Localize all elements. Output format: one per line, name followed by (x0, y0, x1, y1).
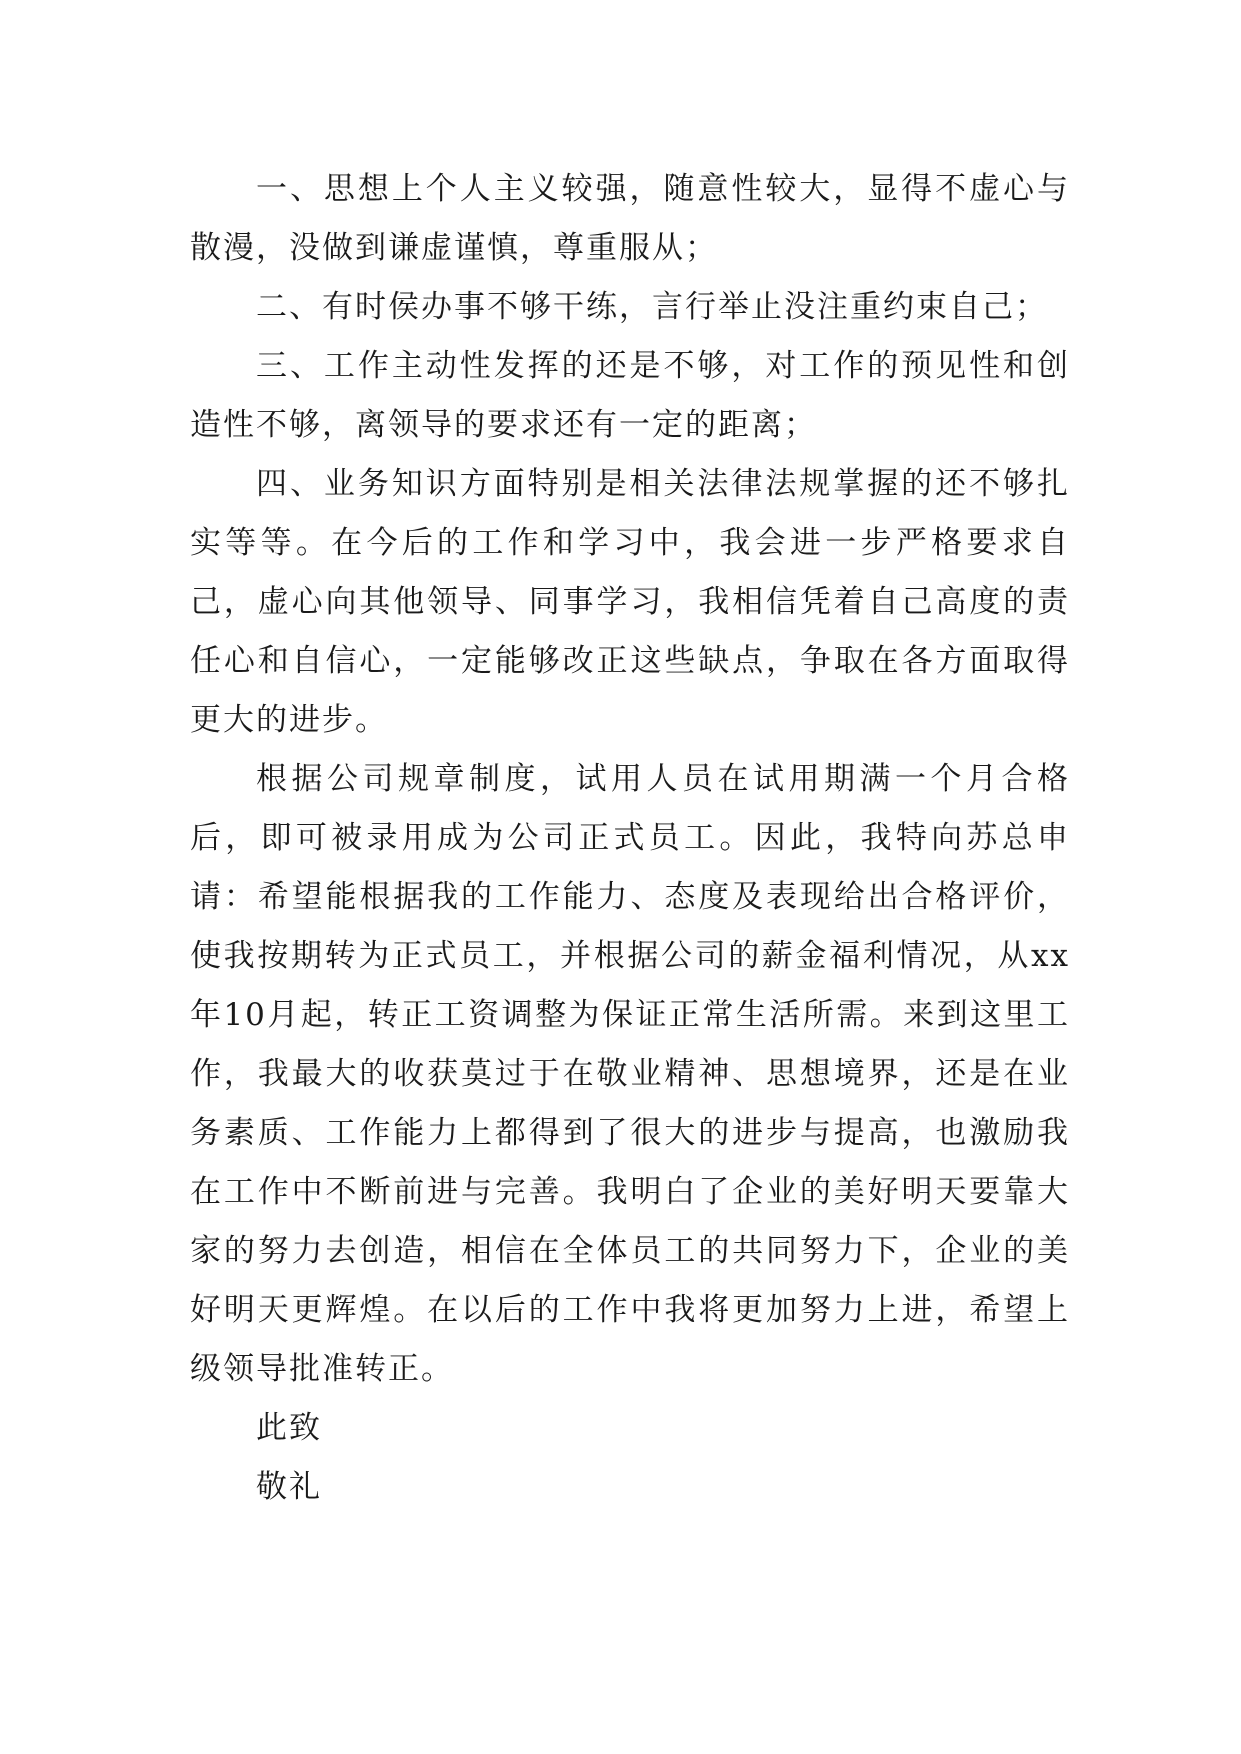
closing-regards: 敬礼 (256, 1469, 322, 1505)
paragraph-shortcoming-4: 四、业务知识方面特别是相关法律法规掌握的还不够扎实等等。在今后的工作和学习中，我会进一步严格要求自己，虚心向其他领导、同事学习，我相信凭着自己高度的责任心和自信心，一定能够改正这些缺点，争取在各方面取得更大的进步。 (190, 466, 1070, 738)
paragraph-shortcoming-3: 三、工作主动性发挥的还是不够，对工作的预见性和创造性不够，离领导的要求还有一定的距离； (190, 348, 1070, 443)
document-body (190, 160, 1070, 1517)
paragraph-shortcoming-2: 二、有时侯办事不够干练，言行举止没注重约束自己； (256, 289, 1048, 325)
paragraph-shortcoming-1: 一、思想上个人主义较强，随意性较大，显得不虚心与散漫，没做到谦虚谨慎，尊重服从； (190, 171, 1070, 266)
paragraph-application: 根据公司规章制度，试用人员在试用期满一个月合格后，即可被录用成为公司正式员工。因此，我特向苏总申请：希望能根据我的工作能力、态度及表现给出合格评价，使我按期转为正式员工，并根据公司的薪金福利情况，从xx年10月起，转正工资调整为保证正常生活所需。来到这里工作，我最大的收获莫过于在敬业精神、思想境界，还是在业务素质、工作能力上都得到了很大的进步与提高，也激励我在工作中不断前进与完善。我明白了企业的美好明天要靠大家的努力去创造，相信在全体员工的共同努力下，企业的美好明天更辉煌。在以后的工作中我将更加努力上进，希望上级领导批准转正。 (190, 761, 1070, 1387)
closing-salutation: 此致 (256, 1410, 322, 1446)
